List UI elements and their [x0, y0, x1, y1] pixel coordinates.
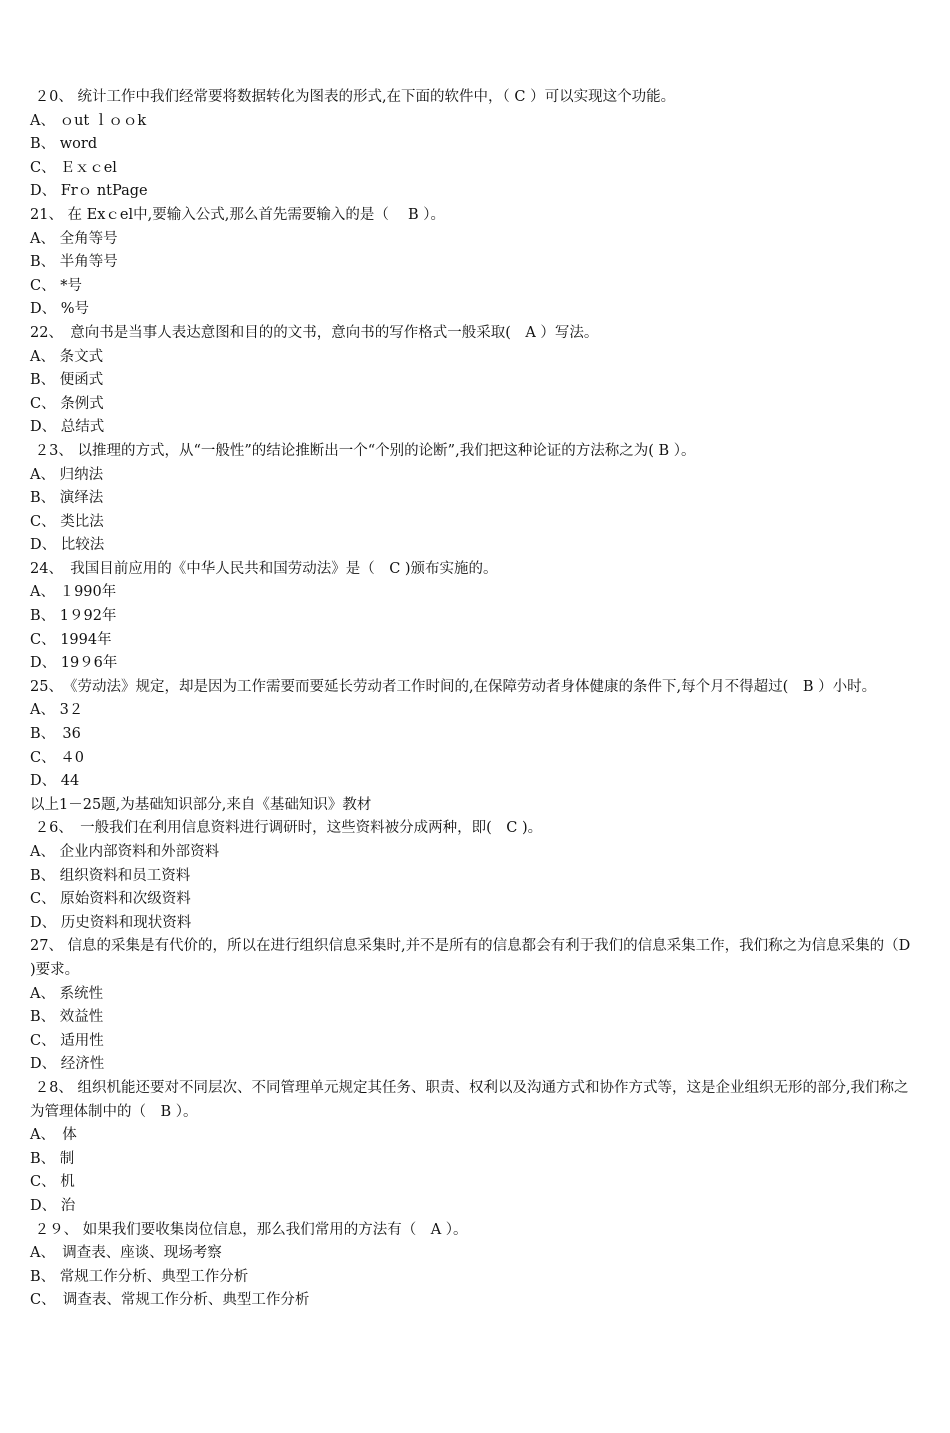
option-line: D、 44: [30, 773, 80, 790]
option-line: A、 归纳法: [30, 466, 104, 483]
option-line: D、 治: [30, 1197, 76, 1214]
question-29-text: ２９、 如果我们要收集岗位信息，那么我们常用的方法有（ A ）。: [30, 1221, 468, 1238]
question-23-text: ２3、 以推理的方式，从“一般性”的结论推断出一个“个别的论断”,我们把这种论证的方法称之为( B ）。: [30, 442, 696, 459]
option-line: C、 条例式: [30, 395, 104, 412]
option-line: D、 历史资料和现状资料: [30, 914, 192, 931]
option-line: B、 36: [30, 726, 81, 743]
option-line: A、 系统性: [30, 985, 104, 1002]
option-line: A、 体: [30, 1127, 77, 1144]
question-24-text: 24、 我国目前应用的《中华人民共和国劳动法》是（ C )颁布实施的。: [30, 560, 498, 577]
question-27-text: 27、 信息的采集是有代价的，所以在进行组织信息采集时,并不是所有的信息都会有利于我们的信息采集工作，我们称之为信息采集的（D )要求。: [30, 938, 925, 978]
option-line: D、 总结式: [30, 419, 105, 436]
option-line: A、 企业内部资料和外部资料: [30, 844, 220, 860]
question-20-text: ２0、 统计工作中我们经常要将数据转化为图表的形式,在下面的软件中，（ C ）可以实现这个功能。: [30, 89, 676, 105]
question-28-text: ２8、 组织机能还要对不同层次、不同管理单元规定其任务、职责、权利以及沟通方式和协作方式等，这是企业组织无形的部分,我们称之为管理体制中的（ B ）。: [30, 1079, 909, 1120]
section-note: 以上1－25题,为基础知识部分,来自《基础知识》教材: [30, 796, 372, 813]
option-line: C、 *号: [30, 277, 82, 294]
option-line: C、 适用性: [30, 1032, 104, 1049]
question-25-text: 25、 《劳动法》规定，却是因为工作需要而要延长劳动者工作时间的,在保障劳动者身体健康的条件下,每个月不得超过( B ）小时。: [30, 678, 877, 695]
option-line: B、 便函式: [30, 372, 104, 389]
option-line: A、 ｏut ｌｏｏk: [30, 112, 147, 129]
option-line: A、 １990年: [30, 584, 117, 601]
option-line: B、 演绎法: [30, 490, 104, 507]
option-line: C、 Ｅｘｃel: [30, 159, 117, 176]
option-line: C、 ４0: [30, 749, 84, 766]
question-21-text: 21、 在 Exｃel中,要输入公式,那么首先需要输入的是（ B ）。: [30, 206, 445, 223]
option-line: B、 word: [30, 136, 98, 153]
option-line: C、 机: [30, 1174, 75, 1191]
option-line: C、 调查表、常规工作分析、典型工作分析: [30, 1292, 310, 1309]
option-line: B、 常规工作分析、典型工作分析: [30, 1268, 249, 1285]
document-page: [30, 86, 925, 1313]
option-line: A、 调查表、座谈、现场考察: [30, 1245, 222, 1262]
option-line: A、 全角等号: [30, 230, 118, 247]
option-line: C、 原始资料和次级资料: [30, 891, 191, 908]
option-line: A、 3２: [30, 702, 84, 719]
option-line: C、 1994年: [30, 631, 112, 648]
option-line: D、 19９6年: [30, 655, 118, 672]
option-line: B、 半角等号: [30, 254, 118, 271]
question-22-text: 22、 意向书是当事人表达意图和目的的文书，意向书的写作格式一般采取( A ）写法。: [30, 324, 599, 341]
option-line: C、 类比法: [30, 513, 104, 530]
option-line: B、 制: [30, 1150, 75, 1167]
option-line: B、 效益性: [30, 1009, 104, 1026]
option-line: D、 Frｏ ntPage: [30, 183, 148, 200]
option-line: D、 %号: [30, 301, 90, 318]
option-line: B、 组织资料和员工资料: [30, 867, 191, 884]
option-line: A、 条文式: [30, 348, 104, 365]
option-line: D、 经济性: [30, 1056, 105, 1073]
option-line: B、 1９92年: [30, 608, 117, 625]
question-26-text: ２6、 一般我们在利用信息资料进行调研时，这些资料被分成两种，即( C )。: [30, 820, 543, 837]
option-line: D、 比较法: [30, 537, 105, 554]
